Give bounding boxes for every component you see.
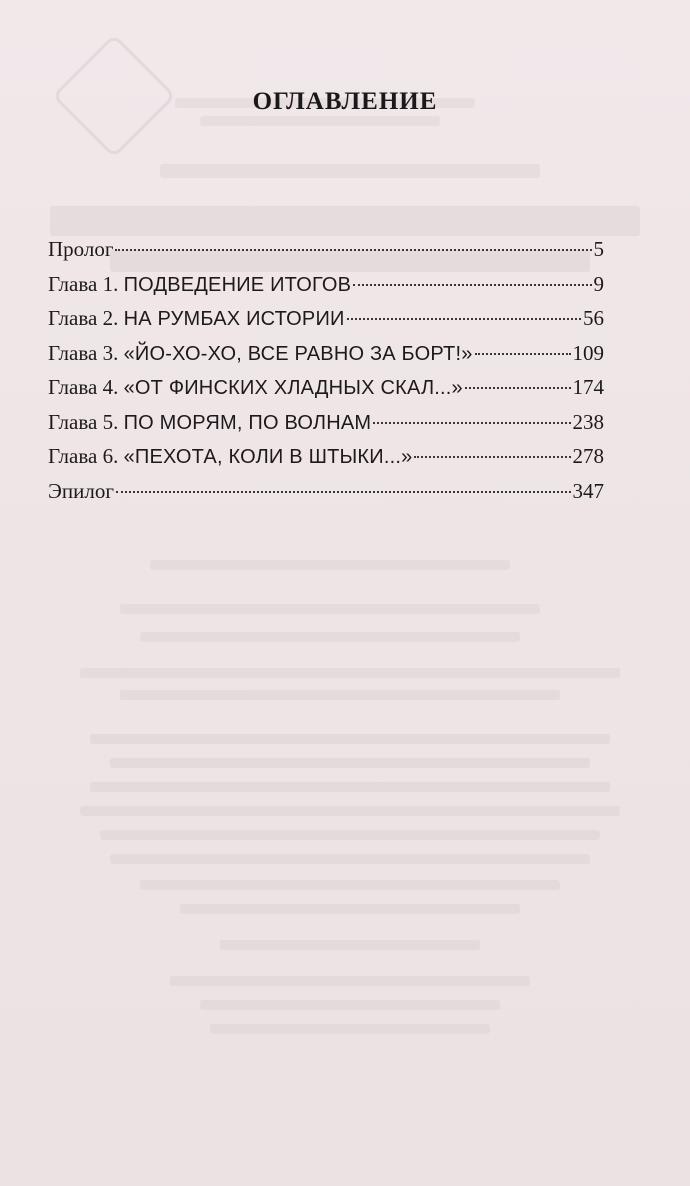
dot-leader — [414, 456, 570, 458]
toc-entry-chapter-2[interactable] — [48, 301, 604, 336]
toc-page-number: 5 — [593, 237, 604, 261]
dot-leader — [475, 353, 571, 355]
bleed-through-line — [120, 604, 540, 614]
bleed-through-line — [150, 560, 510, 570]
bleed-through-line — [200, 1000, 500, 1010]
bleed-through-line — [180, 904, 520, 914]
toc-entry-prefix: Глава 4. — [48, 375, 124, 399]
bleed-through-line — [210, 1024, 490, 1034]
toc-page-number: 278 — [572, 444, 604, 468]
bleed-through-line — [80, 668, 620, 678]
toc-entry-epilogue[interactable] — [48, 474, 604, 509]
toc-entry-title: «ЙО-ХО-ХО, ВСЕ РАВНО ЗА БОРТ!» — [123, 342, 473, 365]
toc-entry-chapter-1[interactable] — [48, 267, 604, 302]
bleed-through-line — [90, 734, 610, 744]
bleed-through-line — [170, 976, 530, 986]
toc-entry-title: «ОТ ФИНСКИХ ХЛАДНЫХ СКАЛ...» — [123, 377, 463, 399]
dot-leader — [353, 284, 591, 286]
toc-entry-prefix: Глава 2. — [48, 306, 124, 330]
bleed-through-line — [120, 690, 560, 700]
toc-entry-prefix: Эпилог — [48, 478, 114, 503]
toc-entry-prefix: Глава 3. — [48, 340, 124, 365]
toc-entry-prefix: Пролог — [48, 237, 114, 261]
dot-leader — [465, 387, 571, 389]
toc-entry-title: «ПЕХОТА, КОЛИ В ШТЫКИ...» — [123, 446, 413, 468]
toc-page-number: 238 — [572, 409, 604, 434]
toc-entry-chapter-4[interactable] — [48, 370, 604, 405]
toc-page-number: 347 — [572, 478, 604, 503]
bleed-through-line — [90, 782, 610, 792]
toc-entry-chapter-6[interactable] — [48, 439, 604, 474]
toc-entry-chapter-5[interactable] — [48, 405, 604, 440]
bleed-through-line — [110, 758, 590, 768]
toc-entry-chapter-3[interactable] — [48, 336, 604, 371]
dot-leader — [115, 249, 591, 251]
table-of-contents — [48, 232, 604, 508]
bleed-through-line — [200, 116, 440, 126]
bleed-through-line — [140, 880, 560, 890]
toc-entry-prologue[interactable] — [48, 232, 604, 267]
toc-page-number: 174 — [572, 375, 604, 399]
toc-page-number: 109 — [572, 340, 604, 365]
bleed-through-line — [80, 806, 620, 816]
dot-leader — [347, 318, 581, 320]
bleed-through-line — [220, 940, 480, 950]
toc-entry-prefix: Глава 5. — [48, 409, 124, 434]
toc-heading: ОГЛАВЛЕНИЕ — [252, 88, 438, 115]
bleed-through-line — [100, 830, 600, 840]
bleed-through-line — [160, 164, 540, 178]
toc-entry-title: ПО МОРЯМ, ПО ВОЛНАМ — [123, 411, 372, 434]
toc-page-number: 9 — [593, 271, 604, 296]
dot-leader — [373, 422, 570, 424]
toc-entry-prefix: Глава 6. — [48, 444, 124, 468]
toc-entry-title: ПОДВЕДЕНИЕ ИТОГОВ — [123, 273, 352, 296]
toc-entry-prefix: Глава 1. — [48, 271, 124, 296]
toc-entry-title: НА РУМБАХ ИСТОРИИ — [123, 308, 345, 330]
dot-leader — [116, 491, 571, 493]
bleed-through-line — [140, 632, 520, 642]
toc-page-number: 56 — [583, 306, 604, 330]
bleed-through-line — [110, 854, 590, 864]
